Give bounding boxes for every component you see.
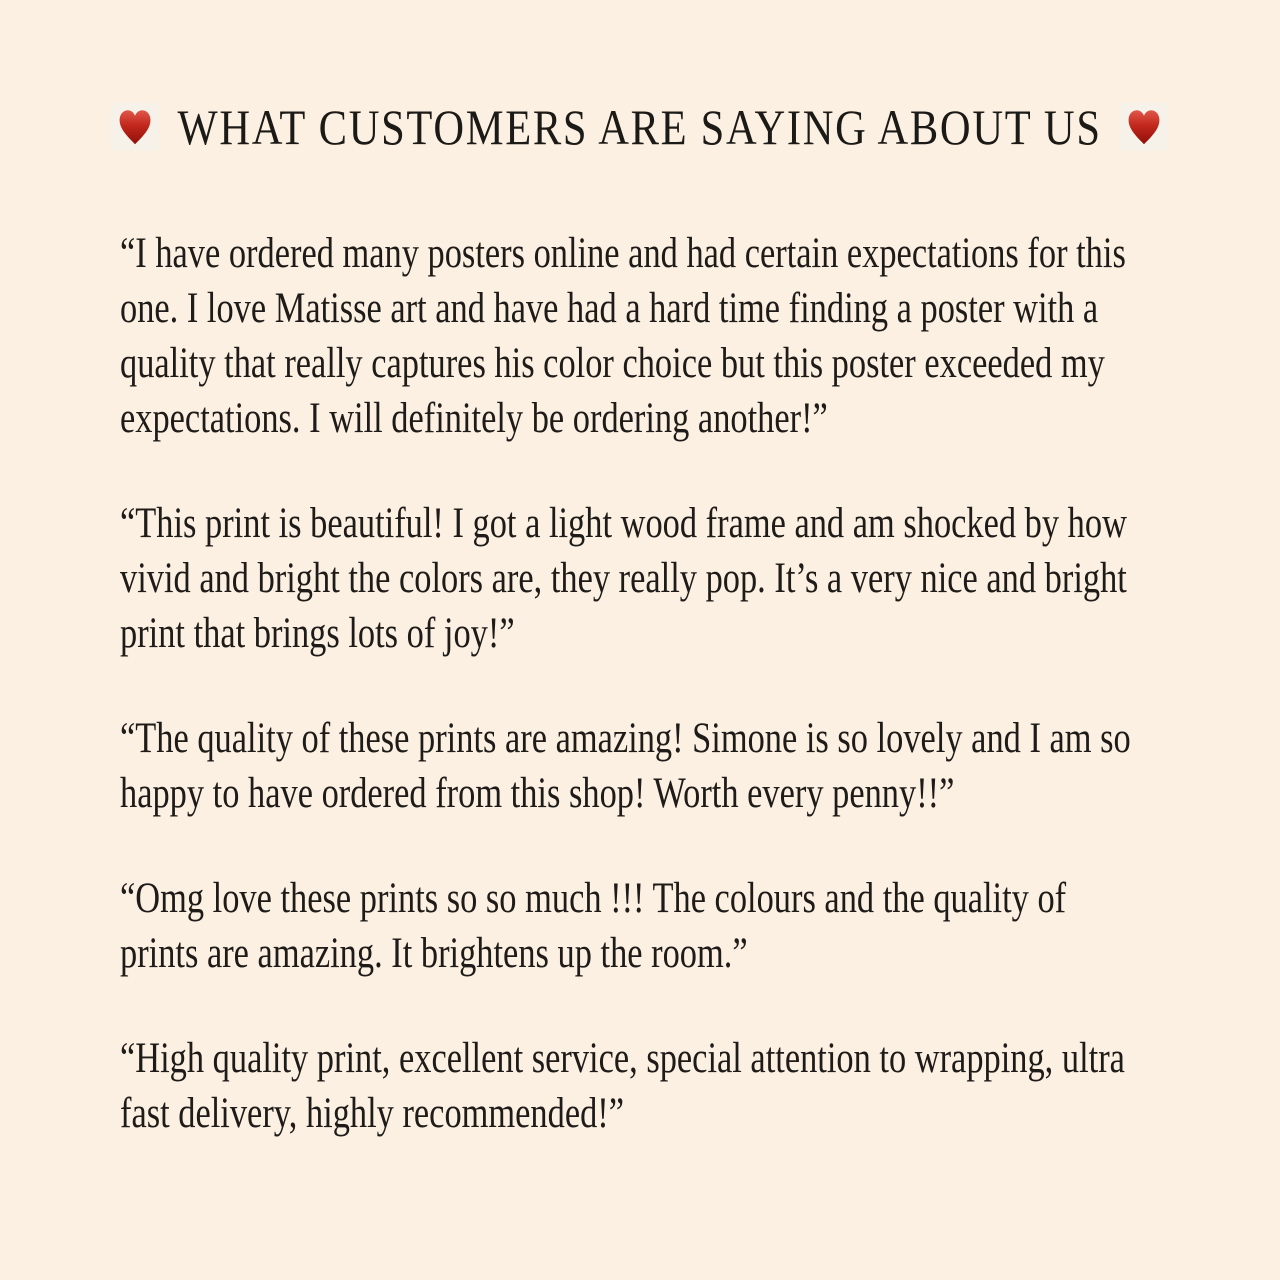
testimonial-quote xyxy=(120,711,1280,821)
quote-line: “Omg love these prints so so much !!! The colours and the quality of xyxy=(120,875,1067,922)
section-title: WHAT CUSTOMERS ARE SAYING ABOUT US xyxy=(177,99,1103,155)
quote-line: happy to have ordered from this shop! Worth every penny!!” xyxy=(120,770,955,817)
heart-icon xyxy=(112,103,160,151)
quote-line: print that brings lots of joy!” xyxy=(120,610,515,657)
quote-line: “This print is beautiful! I got a light wood frame and am shocked by how xyxy=(120,500,1127,547)
quote-line: prints are amazing. It brightens up the room.” xyxy=(120,930,748,977)
section-header xyxy=(0,99,1280,155)
quote-line: fast delivery, highly recommended!” xyxy=(120,1090,625,1137)
quote-line: one. I love Matisse art and have had a hard time finding a poster with a xyxy=(120,285,1099,332)
section-header-inner xyxy=(112,99,1169,155)
testimonials-list xyxy=(120,226,1280,1191)
quote-line: “I have ordered many posters online and had certain expectations for this xyxy=(120,230,1126,277)
quote-line: “High quality print, excellent service, special attention to wrapping, ultra xyxy=(120,1035,1125,1082)
testimonial-quote xyxy=(120,226,1280,446)
quote-line: quality that really captures his color choice but this poster exceeded my xyxy=(120,340,1105,387)
quote-line: vivid and bright the colors are, they really pop. It’s a very nice and bright xyxy=(120,555,1127,602)
testimonial-quote xyxy=(120,1031,1280,1141)
testimonial-quote xyxy=(120,871,1280,981)
quote-line: expectations. I will definitely be ordering another!” xyxy=(120,395,828,442)
heart-icon xyxy=(1121,103,1169,151)
testimonial-quote xyxy=(120,496,1280,661)
quote-line: “The quality of these prints are amazing! Simone is so lovely and I am so xyxy=(120,715,1131,762)
